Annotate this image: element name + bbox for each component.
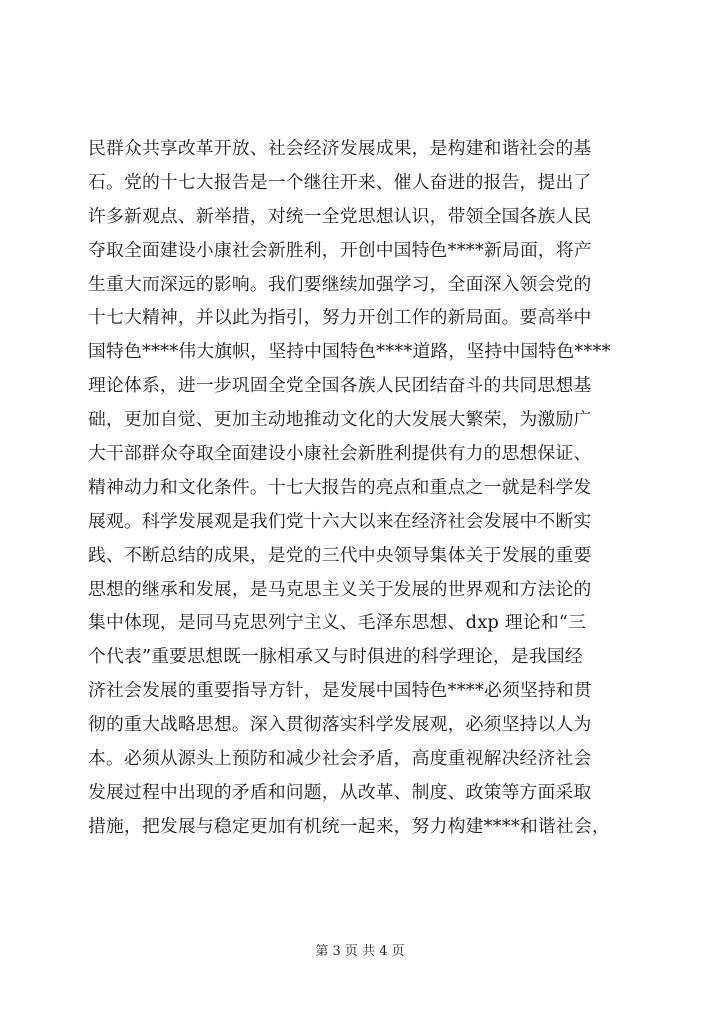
- text-line: 十七大精神，并以此为指引，努力开创工作的新局面。要高举中: [88, 307, 592, 329]
- text-line: 本。必须从源头上预防和减少社会矛盾，高度重视解决经济社会: [88, 748, 592, 770]
- text-line: 大干部群众夺取全面建设小康社会新胜利提供有力的思想保证、: [88, 443, 592, 465]
- text-line: 践、不断总结的成果，是党的三代中央领导集体关于发展的重要: [88, 544, 592, 566]
- text-line: 础，更加自觉、更加主动地推动文化的大发展大繁荣，为激励广: [88, 409, 592, 431]
- text-line: 彻的重大战略思想。深入贯彻落实科学发展观，必须坚持以人为: [88, 714, 592, 736]
- text-line: 生重大而深远的影响。我们要继续加强学习，全面深入领会党的: [88, 273, 592, 295]
- text-line: 济社会发展的重要指导方针，是发展中国特色****必须坚持和贯: [88, 680, 592, 702]
- text-line: 思想的继承和发展，是马克思主义关于发展的世界观和方法论的: [88, 578, 592, 600]
- text-line: 措施，把发展与稳定更加有机统一起来，努力构建****和谐社会，: [88, 815, 610, 837]
- body-text: [88, 132, 648, 844]
- text-line: 石。党的十七大报告是一个继往开来、催人奋进的报告，提出了: [88, 171, 592, 193]
- text-line: 展观。科学发展观是我们党十六大以来在经济社会发展中不断实: [88, 510, 592, 532]
- text-line: 国特色****伟大旗帜，坚持中国特色****道路，坚持中国特色****: [88, 341, 611, 363]
- text-line: 许多新观点、新举措，对统一全党思想认识，带领全国各族人民: [88, 205, 592, 227]
- text-line: 精神动力和文化条件。十七大报告的亮点和重点之一就是科学发: [88, 476, 592, 498]
- text-line: 集中体现，是同马克思列宁主义、毛泽东思想、dxp 理论和“三: [88, 612, 587, 634]
- text-line: 民群众共享改革开放、社会经济发展成果，是构建和谐社会的基: [88, 138, 592, 159]
- text-line: 发展过程中出现的矛盾和问题，从改革、制度、政策等方面采取: [88, 781, 592, 803]
- text-line: 夺取全面建设小康社会新胜利，开创中国特色****新局面，将产: [88, 239, 592, 261]
- text-line: 个代表”重要思想既一脉相承又与时俱进的科学理论，是我国经: [88, 646, 583, 668]
- page-number-footer: 第 3 页 共 4 页: [315, 944, 405, 959]
- text-line: 理论体系，进一步巩固全党全国各族人民团结奋斗的共同思想基: [88, 375, 592, 397]
